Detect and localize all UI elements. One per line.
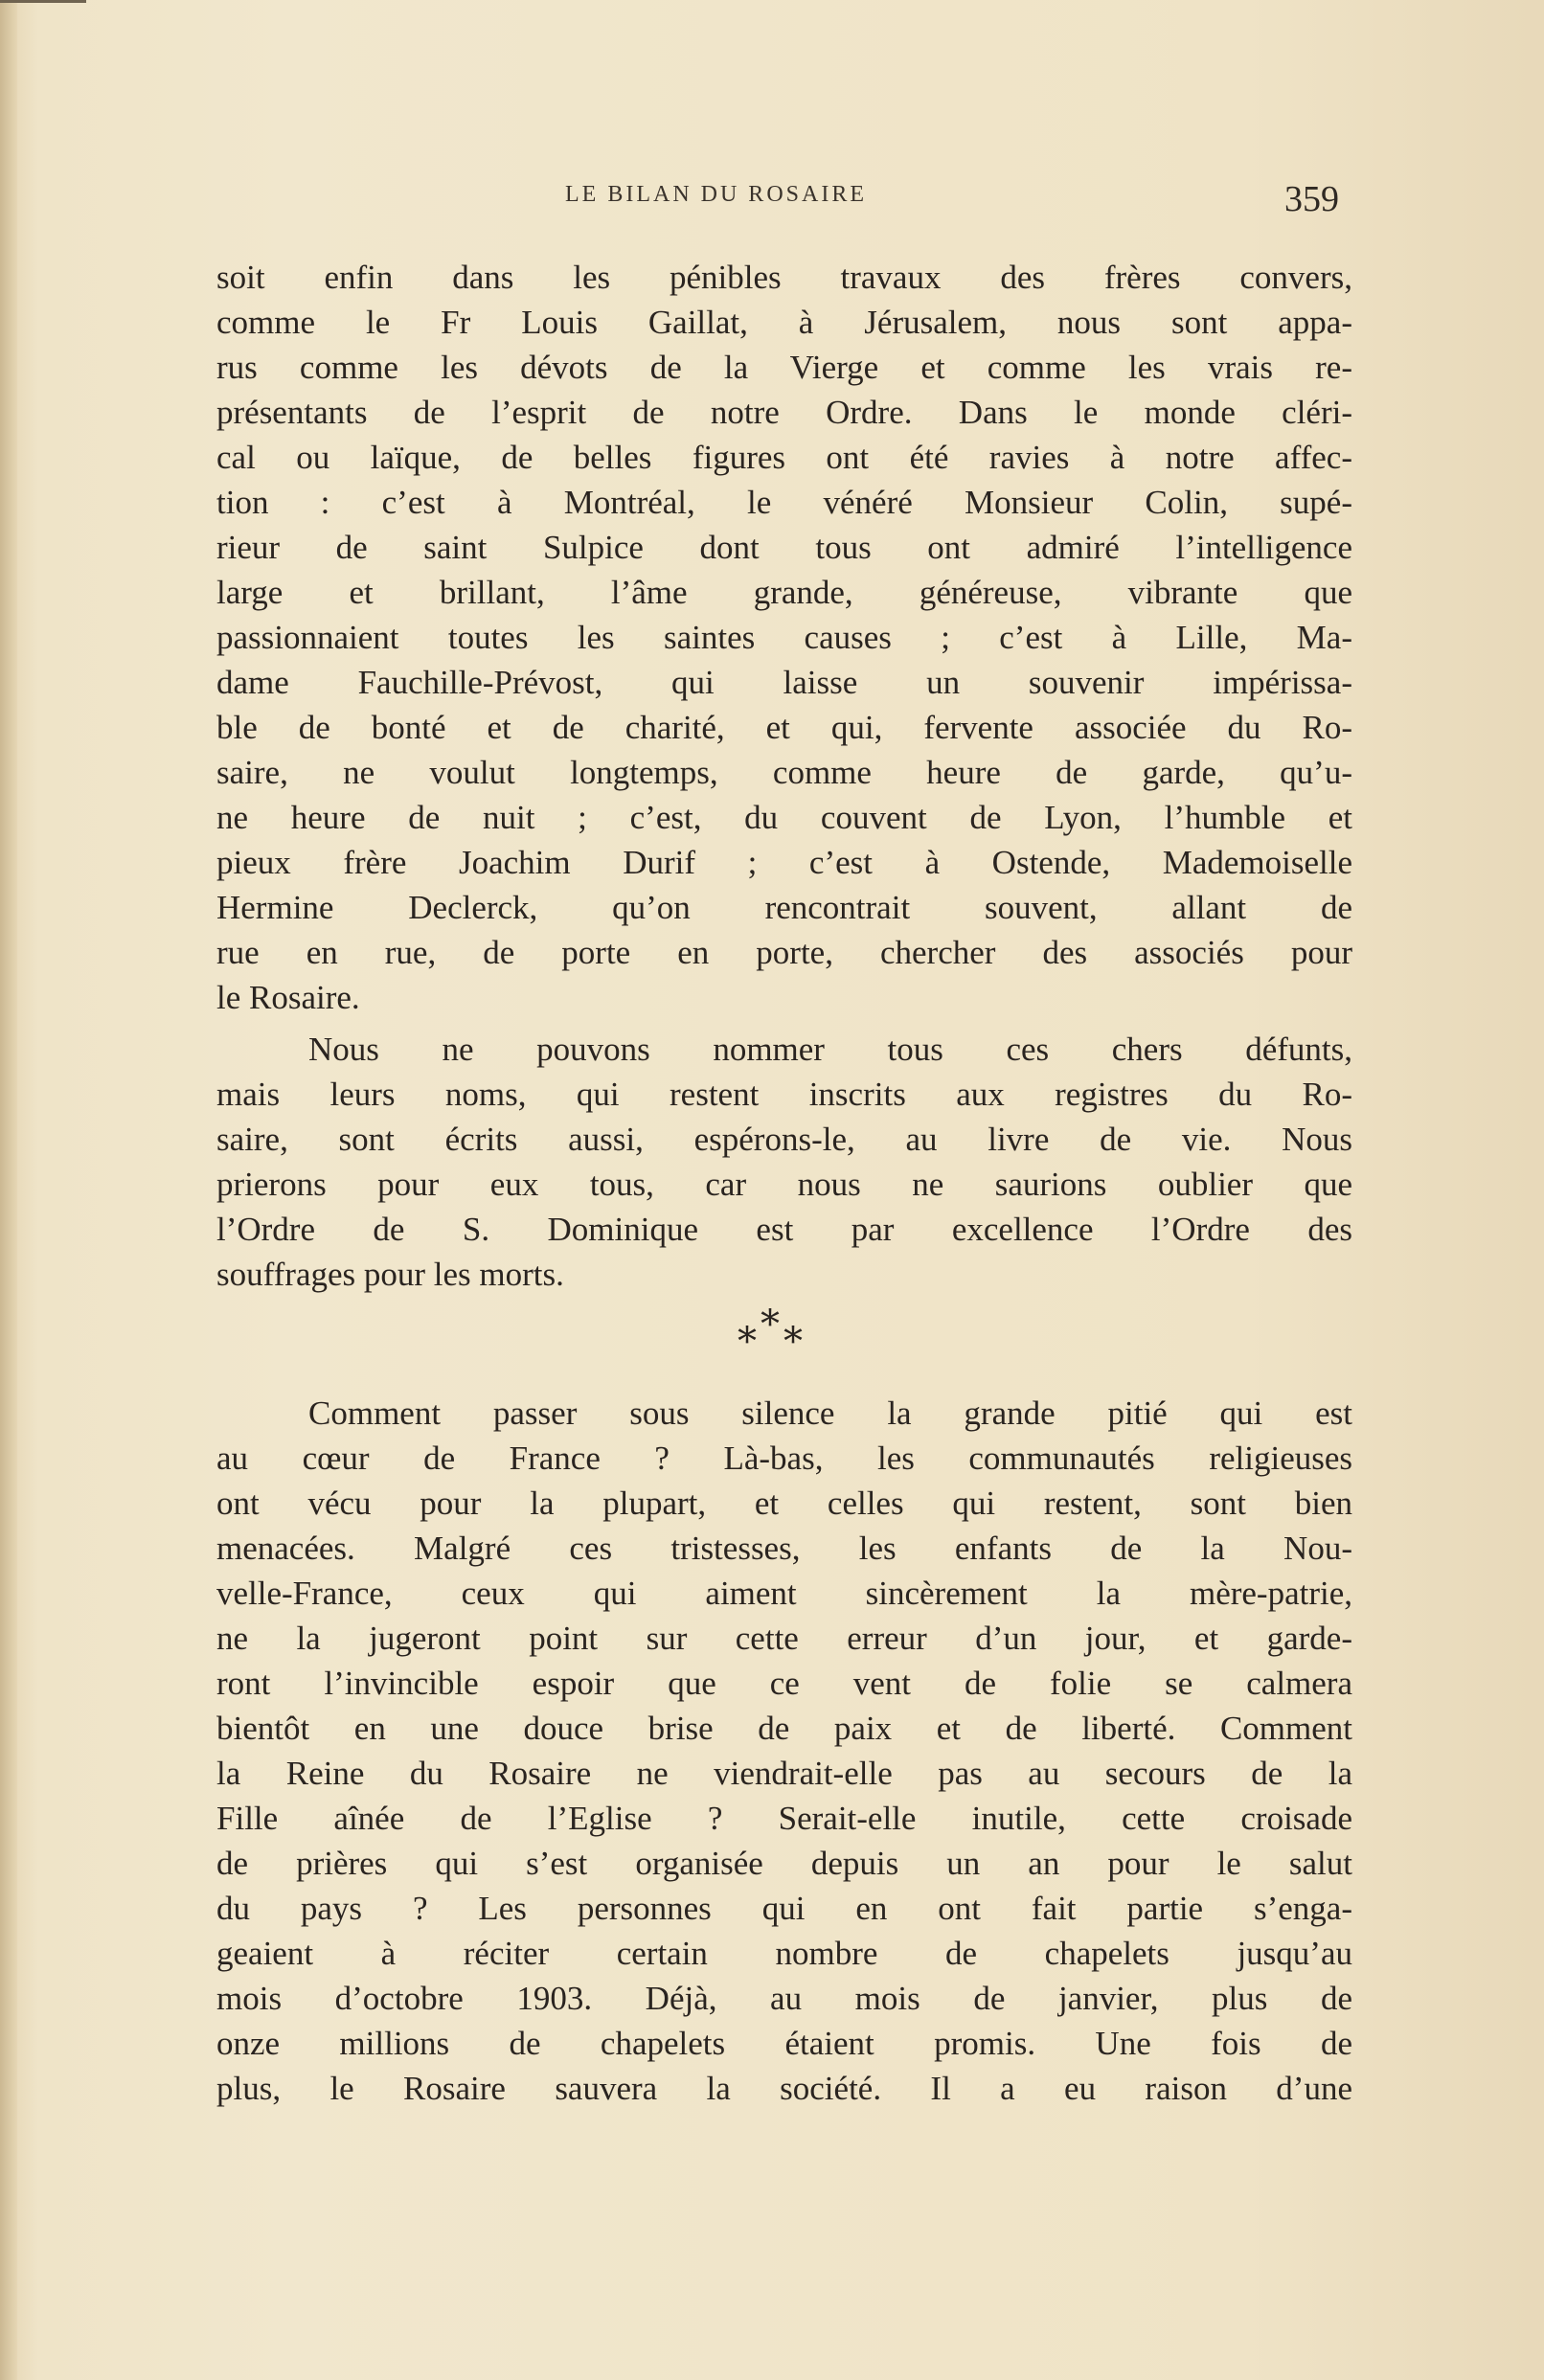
- asterism-star: *: [738, 1320, 757, 1364]
- text-line: rus comme les dévots de la Vierge et comme les vrais re-: [216, 349, 1352, 386]
- text-line: du pays ? Les personnes qui en ont fait partie s’enga-: [216, 1890, 1352, 1927]
- text-line: ble de bonté et de charité, et qui, fervente associée du Ro-: [216, 709, 1352, 746]
- running-title: LE BILAN DU ROSAIRE: [565, 182, 867, 207]
- text-line: saire, ne voulut longtemps, comme heure de garde, qu’u-: [216, 754, 1352, 791]
- text-line: au cœur de France ? Là-bas, les communautés religieuses: [216, 1439, 1352, 1477]
- text-line: bientôt en une douce brise de paix et de liberté. Comment: [216, 1710, 1352, 1747]
- text-line: soit enfin dans les pénibles travaux des frères convers,: [216, 259, 1352, 296]
- text-line: présentants de l’esprit de notre Ordre. Dans le monde cléri-: [216, 394, 1352, 431]
- top-rule: [0, 0, 86, 3]
- text-line: ne heure de nuit ; c’est, du couvent de Lyon, l’humble et: [216, 799, 1352, 836]
- paragraph-3: [216, 1391, 1352, 2111]
- text-line: Hermine Declerck, qu’on rencontrait souvent, allant de: [216, 889, 1352, 926]
- text-line: menacées. Malgré ces tristesses, les enfants de la Nou-: [216, 1530, 1352, 1567]
- text-line: mais leurs noms, qui restent inscrits aux registres du Ro-: [216, 1076, 1352, 1113]
- text-line: rieur de saint Sulpice dont tous ont admiré l’intelligence: [216, 529, 1352, 566]
- text-line: la Reine du Rosaire ne viendrait-elle pas au secours de la: [216, 1755, 1352, 1792]
- text-line: dame Fauchille-Prévost, qui laisse un souvenir impérissa-: [216, 664, 1352, 701]
- text-line: Nous ne pouvons nommer tous ces chers défunts,: [308, 1031, 1352, 1068]
- page-header: [216, 178, 1352, 222]
- text-line: passionnaient toutes les saintes causes ; c’est à Lille, Ma-: [216, 619, 1352, 656]
- text-line: Fille aînée de l’Eglise ? Serait-elle inutile, cette croisade: [216, 1800, 1352, 1837]
- text-line: Comment passer sous silence la grande pitié qui est: [308, 1394, 1352, 1432]
- text-line: ne la jugeront point sur cette erreur d’un jour, et garde-: [216, 1620, 1352, 1657]
- paragraph-2: [216, 1027, 1352, 1297]
- text-line: velle-France, ceux qui aiment sincèrement la mère-patrie,: [216, 1575, 1352, 1612]
- text-line: onze millions de chapelets étaient promis. Une fois de: [216, 2025, 1352, 2062]
- text-line: ont vécu pour la plupart, et celles qui restent, sont bien: [216, 1485, 1352, 1522]
- text-line: prierons pour eux tous, car nous ne saurions oublier que: [216, 1166, 1352, 1203]
- text-line: tion : c’est à Montréal, le vénéré Monsieur Colin, supé-: [216, 484, 1352, 521]
- text-line: comme le Fr Louis Gaillat, à Jérusalem, nous sont appa-: [216, 304, 1352, 341]
- asterism-star: *: [783, 1320, 803, 1364]
- text-line: geaient à réciter certain nombre de chapelets jusqu’au: [216, 1935, 1352, 1972]
- text-line: l’Ordre de S. Dominique est par excellence l’Ordre des: [216, 1211, 1352, 1248]
- text-line: rue en rue, de porte en porte, chercher des associés pour: [216, 934, 1352, 971]
- text-line: de prières qui s’est organisée depuis un an pour le salut: [216, 1845, 1352, 1882]
- text-line: large et brillant, l’âme grande, généreuse, vibrante que: [216, 574, 1352, 611]
- text-line: le Rosaire.: [216, 979, 360, 1016]
- page-number: 359: [1284, 179, 1339, 219]
- text-line: cal ou laïque, de belles figures ont été ravies à notre affec-: [216, 439, 1352, 476]
- page-gutter-edge: [0, 0, 17, 2380]
- text-line: pieux frère Joachim Durif ; c’est à Ostende, Mademoiselle: [216, 844, 1352, 881]
- text-line: saire, sont écrits aussi, espérons-le, au livre de vie. Nous: [216, 1121, 1352, 1158]
- asterism-star: *: [761, 1303, 780, 1347]
- paragraph-1: [216, 255, 1352, 1020]
- text-line: mois d’octobre 1903. Déjà, au mois de janvier, plus de: [216, 1980, 1352, 2017]
- text-line: plus, le Rosaire sauvera la société. Il a eu raison d’une: [216, 2070, 1352, 2107]
- text-line: souffrages pour les morts.: [216, 1256, 564, 1293]
- asterism-divider: [728, 1303, 824, 1368]
- text-line: ront l’invincible espoir que ce vent de folie se calmera: [216, 1665, 1352, 1702]
